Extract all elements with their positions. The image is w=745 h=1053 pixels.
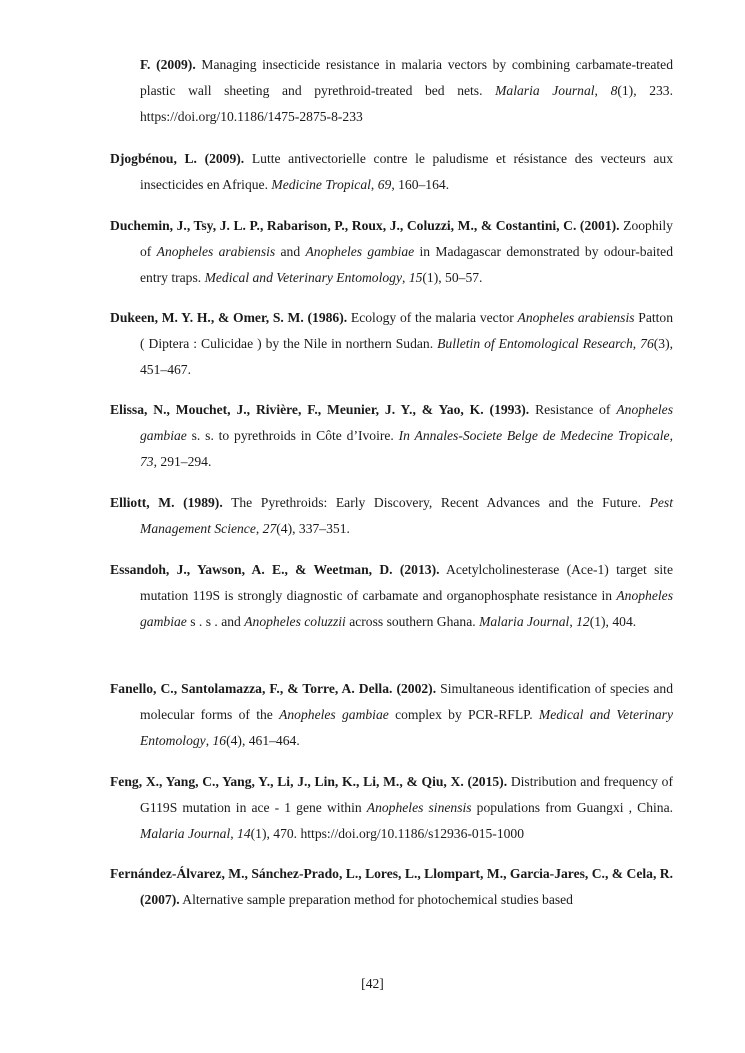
reference-italic-text: Anopheles coluzzii bbox=[244, 614, 346, 629]
reference-text: Ecology of the malaria vector bbox=[347, 310, 518, 325]
page-number: [42] bbox=[361, 976, 384, 991]
reference-text: Alternative sample preparation method for photochemical studies based bbox=[179, 892, 573, 907]
reference-text: Patton ( Diptera : Culicidae ) by the Nile in northern Sudan. bbox=[140, 310, 674, 351]
reference-text: Zoophily of bbox=[140, 218, 673, 259]
reference-entry bbox=[110, 490, 673, 542]
reference-entry bbox=[110, 397, 673, 475]
reference-italic-text: In Annales-Societe Belge de Medecine Tropicale bbox=[398, 428, 670, 443]
reference-italic-text: 73 bbox=[140, 454, 154, 469]
reference-entry bbox=[110, 146, 673, 198]
reference-text: Lutte antivectorielle contre le paludisme et résistance des vecteurs aux insecticides en Afrique. bbox=[140, 151, 674, 192]
reference-text: , bbox=[370, 177, 378, 192]
reference-text: , bbox=[205, 733, 213, 748]
reference-text: , bbox=[255, 521, 263, 536]
reference-text: (1), 404. bbox=[589, 614, 637, 629]
reference-italic-text: 15 bbox=[408, 270, 423, 285]
reference-text: , bbox=[230, 826, 238, 841]
reference-italic-text: 16 bbox=[212, 733, 227, 748]
reference-italic-text: Anopheles gambiae bbox=[140, 588, 673, 629]
reference-italic-text: 12 bbox=[576, 614, 590, 629]
reference-italic-text: Anopheles arabiensis bbox=[156, 244, 276, 259]
reference-entry bbox=[110, 676, 673, 754]
reference-italic-text: 27 bbox=[262, 521, 277, 536]
reference-italic-text: Anopheles gambiae bbox=[305, 244, 415, 259]
reference-italic-text: Malaria Journal bbox=[479, 614, 570, 629]
reference-authors: F. (2009). bbox=[140, 57, 196, 72]
reference-italic-text: Medical and Veterinary Entomology bbox=[204, 270, 403, 285]
reference-italic-text: Medical and Veterinary Entomology bbox=[140, 707, 673, 748]
reference-italic-text: Anopheles gambiae bbox=[140, 402, 674, 443]
reference-text: Distribution and frequency of G119S mutation in ace ‐ 1 gene within bbox=[140, 774, 673, 815]
reference-authors: Feng, X., Yang, C., Yang, Y., Li, J., Lin, K., Li, M., & Qiu, X. (2015). bbox=[110, 774, 508, 789]
reference-italic-text: Malaria Journal bbox=[140, 826, 231, 841]
reference-entry bbox=[110, 305, 673, 383]
reference-entry bbox=[110, 557, 673, 635]
reference-text: (3), 451–467. bbox=[140, 336, 673, 377]
reference-italic-text: Anopheles arabiensis bbox=[517, 310, 635, 325]
reference-italic-text: 8 bbox=[610, 83, 618, 98]
reference-text: across southern Ghana. bbox=[345, 614, 480, 629]
reference-text: populations from Guangxi , China. bbox=[471, 800, 673, 815]
reference-text: , bbox=[569, 614, 577, 629]
reference-authors: Djogbénou, L. (2009). bbox=[110, 151, 245, 166]
reference-text: , bbox=[402, 270, 409, 285]
reference-authors: Fernández-Álvarez, M., Sánchez-Prado, L., Lores, L., Llompart, M., Garcia-Jares, C., & Cela, R. (2007). bbox=[110, 866, 673, 907]
reference-italic-text: Bulletin of Entomological Research bbox=[437, 336, 633, 351]
reference-text: and bbox=[275, 244, 306, 259]
reference-text: , bbox=[632, 336, 641, 351]
reference-italic-text: Anopheles sinensis bbox=[366, 800, 472, 815]
reference-text: , bbox=[669, 428, 673, 443]
reference-text: complex by PCR-RFLP. bbox=[388, 707, 539, 722]
reference-entry bbox=[110, 861, 673, 913]
reference-text: in Madagascar demonstrated by odour-baited entry traps. bbox=[140, 244, 673, 285]
reference-authors: Fanello, C., Santolamazza, F., & Torre, A. Della. (2002). bbox=[110, 681, 437, 696]
reference-italic-text: 69 bbox=[377, 177, 392, 192]
reference-text: , bbox=[594, 83, 611, 98]
reference-text: , 291–294. bbox=[153, 454, 212, 469]
reference-text: s. s. to pyrethroids in Côte d’Ivoire. bbox=[186, 428, 399, 443]
reference-entry bbox=[110, 769, 673, 847]
reference-text: Acetylcholinesterase (Ace-1) target site mutation 119S is strongly diagnostic of carbamate and organophosphate resistance in bbox=[140, 562, 673, 603]
reference-entry bbox=[110, 52, 673, 130]
reference-authors: Duchemin, J., Tsy, J. L. P., Rabarison, P., Roux, J., Coluzzi, M., & Costantini, C. (2001). bbox=[110, 218, 620, 233]
reference-authors: Essandoh, J., Yawson, A. E., & Weetman, D. (2013). bbox=[110, 562, 440, 577]
reference-authors: Elliott, M. (1989). bbox=[110, 495, 223, 510]
reference-text: The Pyrethroids: Early Discovery, Recent Advances and the Future. bbox=[222, 495, 650, 510]
reference-text: Simultaneous identification of species and molecular forms of the bbox=[140, 681, 673, 722]
reference-italic-text: Malaria Journal bbox=[495, 83, 595, 98]
reference-authors: Elissa, N., Mouchet, J., Rivière, F., Meunier, J. Y., & Yao, K. (1993). bbox=[110, 402, 530, 417]
reference-italic-text: Medicine Tropical bbox=[271, 177, 371, 192]
reference-text: Managing insecticide resistance in malaria vectors by combining carbamate-treated plastic wall sheeting and pyrethroid-treated bed nets. bbox=[140, 57, 673, 98]
reference-text: (4), 461–464. bbox=[226, 733, 300, 748]
reference-text: s . s . and bbox=[186, 614, 245, 629]
reference-entry bbox=[110, 213, 673, 291]
reference-text: , 160–164. bbox=[391, 177, 450, 192]
reference-italic-text: Pest Management Science bbox=[140, 495, 673, 536]
reference-italic-text: 76 bbox=[640, 336, 654, 351]
reference-italic-text: 14 bbox=[237, 826, 251, 841]
reference-text: (1), 50–57. bbox=[422, 270, 483, 285]
reference-authors: Dukeen, M. Y. H., & Omer, S. M. (1986). bbox=[110, 310, 348, 325]
reference-text: (4), 337–351. bbox=[276, 521, 350, 536]
reference-italic-text: Anopheles gambiae bbox=[279, 707, 389, 722]
reference-text: Resistance of bbox=[529, 402, 617, 417]
reference-text: (1), 233. https://doi.org/10.1186/1475-2875-8-233 bbox=[140, 83, 674, 124]
reference-text: (1), 470. https://doi.org/10.1186/s12936-015-1000 bbox=[250, 826, 525, 841]
